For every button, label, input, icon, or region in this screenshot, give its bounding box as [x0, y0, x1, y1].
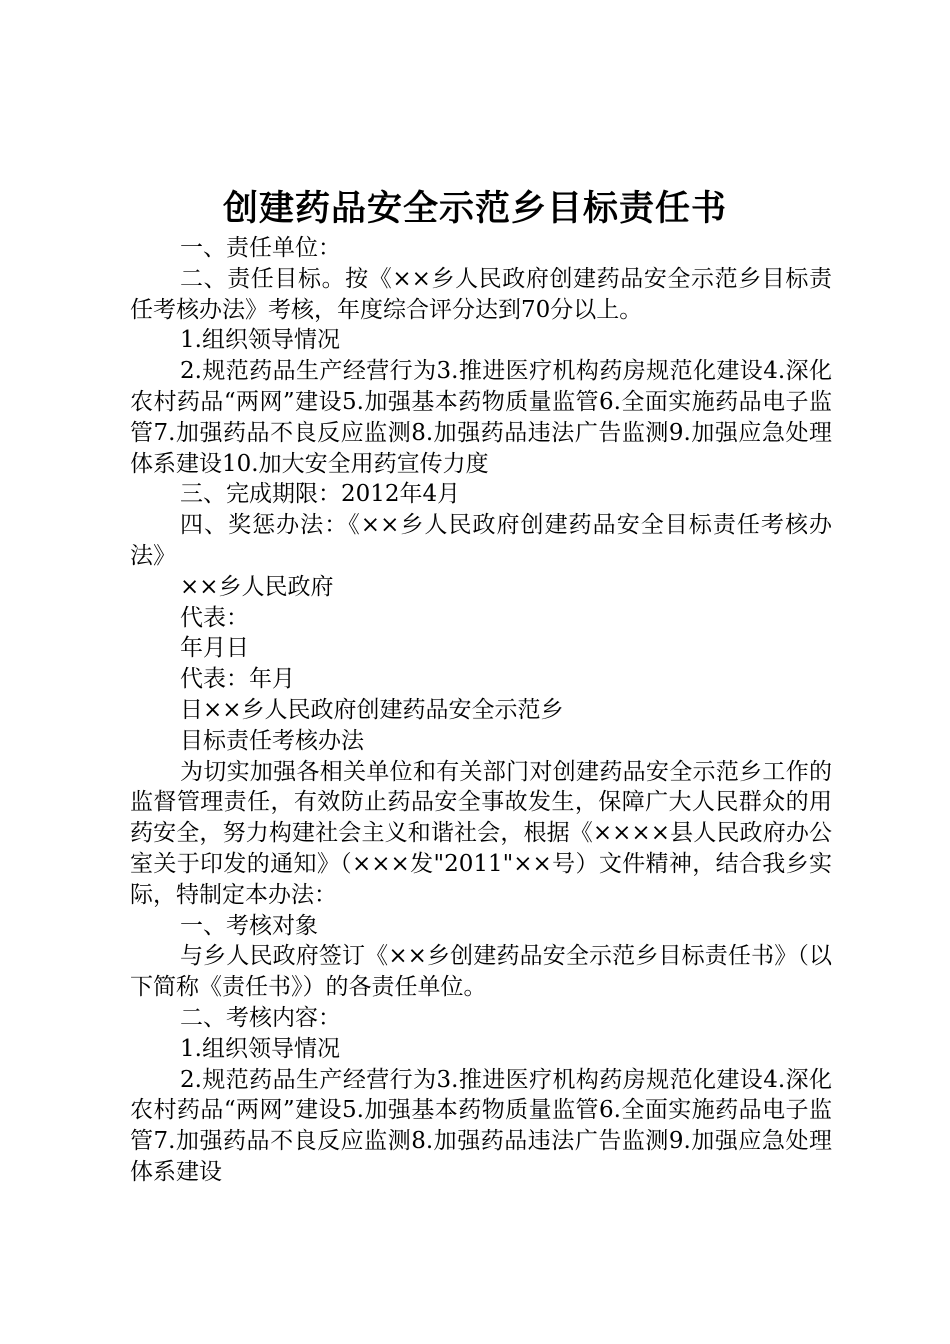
paragraph-content-item-1: 1.组织领导情况: [180, 1035, 340, 1062]
paragraph-government: ××乡人民政府: [180, 573, 334, 600]
paragraph-deadline: 三、完成期限：2012年4月: [180, 481, 461, 508]
document-title: 创建药品安全示范乡目标责任书: [222, 188, 727, 229]
paragraph-responsibility-goal: 二、责任目标。按《××乡人民政府创建药品安全示范乡目标责任考核办法》考核，年度综合评分达到70分以上。: [130, 265, 832, 323]
paragraph-content-items-2-9: 2.规范药品生产经营行为3.推进医疗机构药房规范化建设4.深化农村药品“两网”建设5.加强基本药物质量监管6.全面实施药品电子监管7.加强药品不良反应监测8.加强药品违法广告监测9.加强应急处理体系建设: [130, 1066, 832, 1185]
paragraph-assessment-content-heading: 二、考核内容：: [180, 1004, 341, 1031]
paragraph-items-2-10: 2.规范药品生产经营行为3.推进医疗机构药房规范化建设4.深化农村药品“两网”建设5.加强基本药物质量监管6.全面实施药品电子监管7.加强药品不良反应监测8.加强药品违法广告监测9.加强应急处理体系建设10.加大安全用药宣传力度: [130, 358, 832, 477]
paragraph-preamble: 为切实加强各相关单位和有关部门对创建药品安全示范乡工作的监督管理责任，有效防止药品安全事故发生，保障广大人民群众的用药安全，努力构建社会主义和谐社会，根据《××××县人民政府办公室关于印发的通知》（×××发"2011"××号）文件精神，结合我乡实际，特制定本办法：: [130, 758, 832, 908]
paragraph-subtitle-line-2: 目标责任考核办法: [180, 727, 364, 754]
paragraph-subtitle-line-1: 日××乡人民政府创建药品安全示范乡: [180, 696, 564, 723]
paragraph-date: 年月日: [180, 635, 249, 662]
paragraph-representative-date: 代表：年月: [180, 666, 295, 693]
paragraph-assessment-object-heading: 一、考核对象: [180, 912, 318, 939]
paragraph-responsible-unit: 一、责任单位：: [180, 235, 341, 261]
document-body: [130, 233, 832, 1188]
paragraph-representative: 代表：: [180, 604, 249, 631]
paragraph-item-1: 1.组织领导情况: [180, 327, 340, 354]
paragraph-rewards: 四、奖惩办法：《××乡人民政府创建药品安全目标责任考核办法》: [130, 512, 832, 569]
paragraph-assessment-object: 与乡人民政府签订《××乡创建药品安全示范乡目标责任书》（以下简称《责任书》）的各责任单位。: [130, 943, 832, 1001]
